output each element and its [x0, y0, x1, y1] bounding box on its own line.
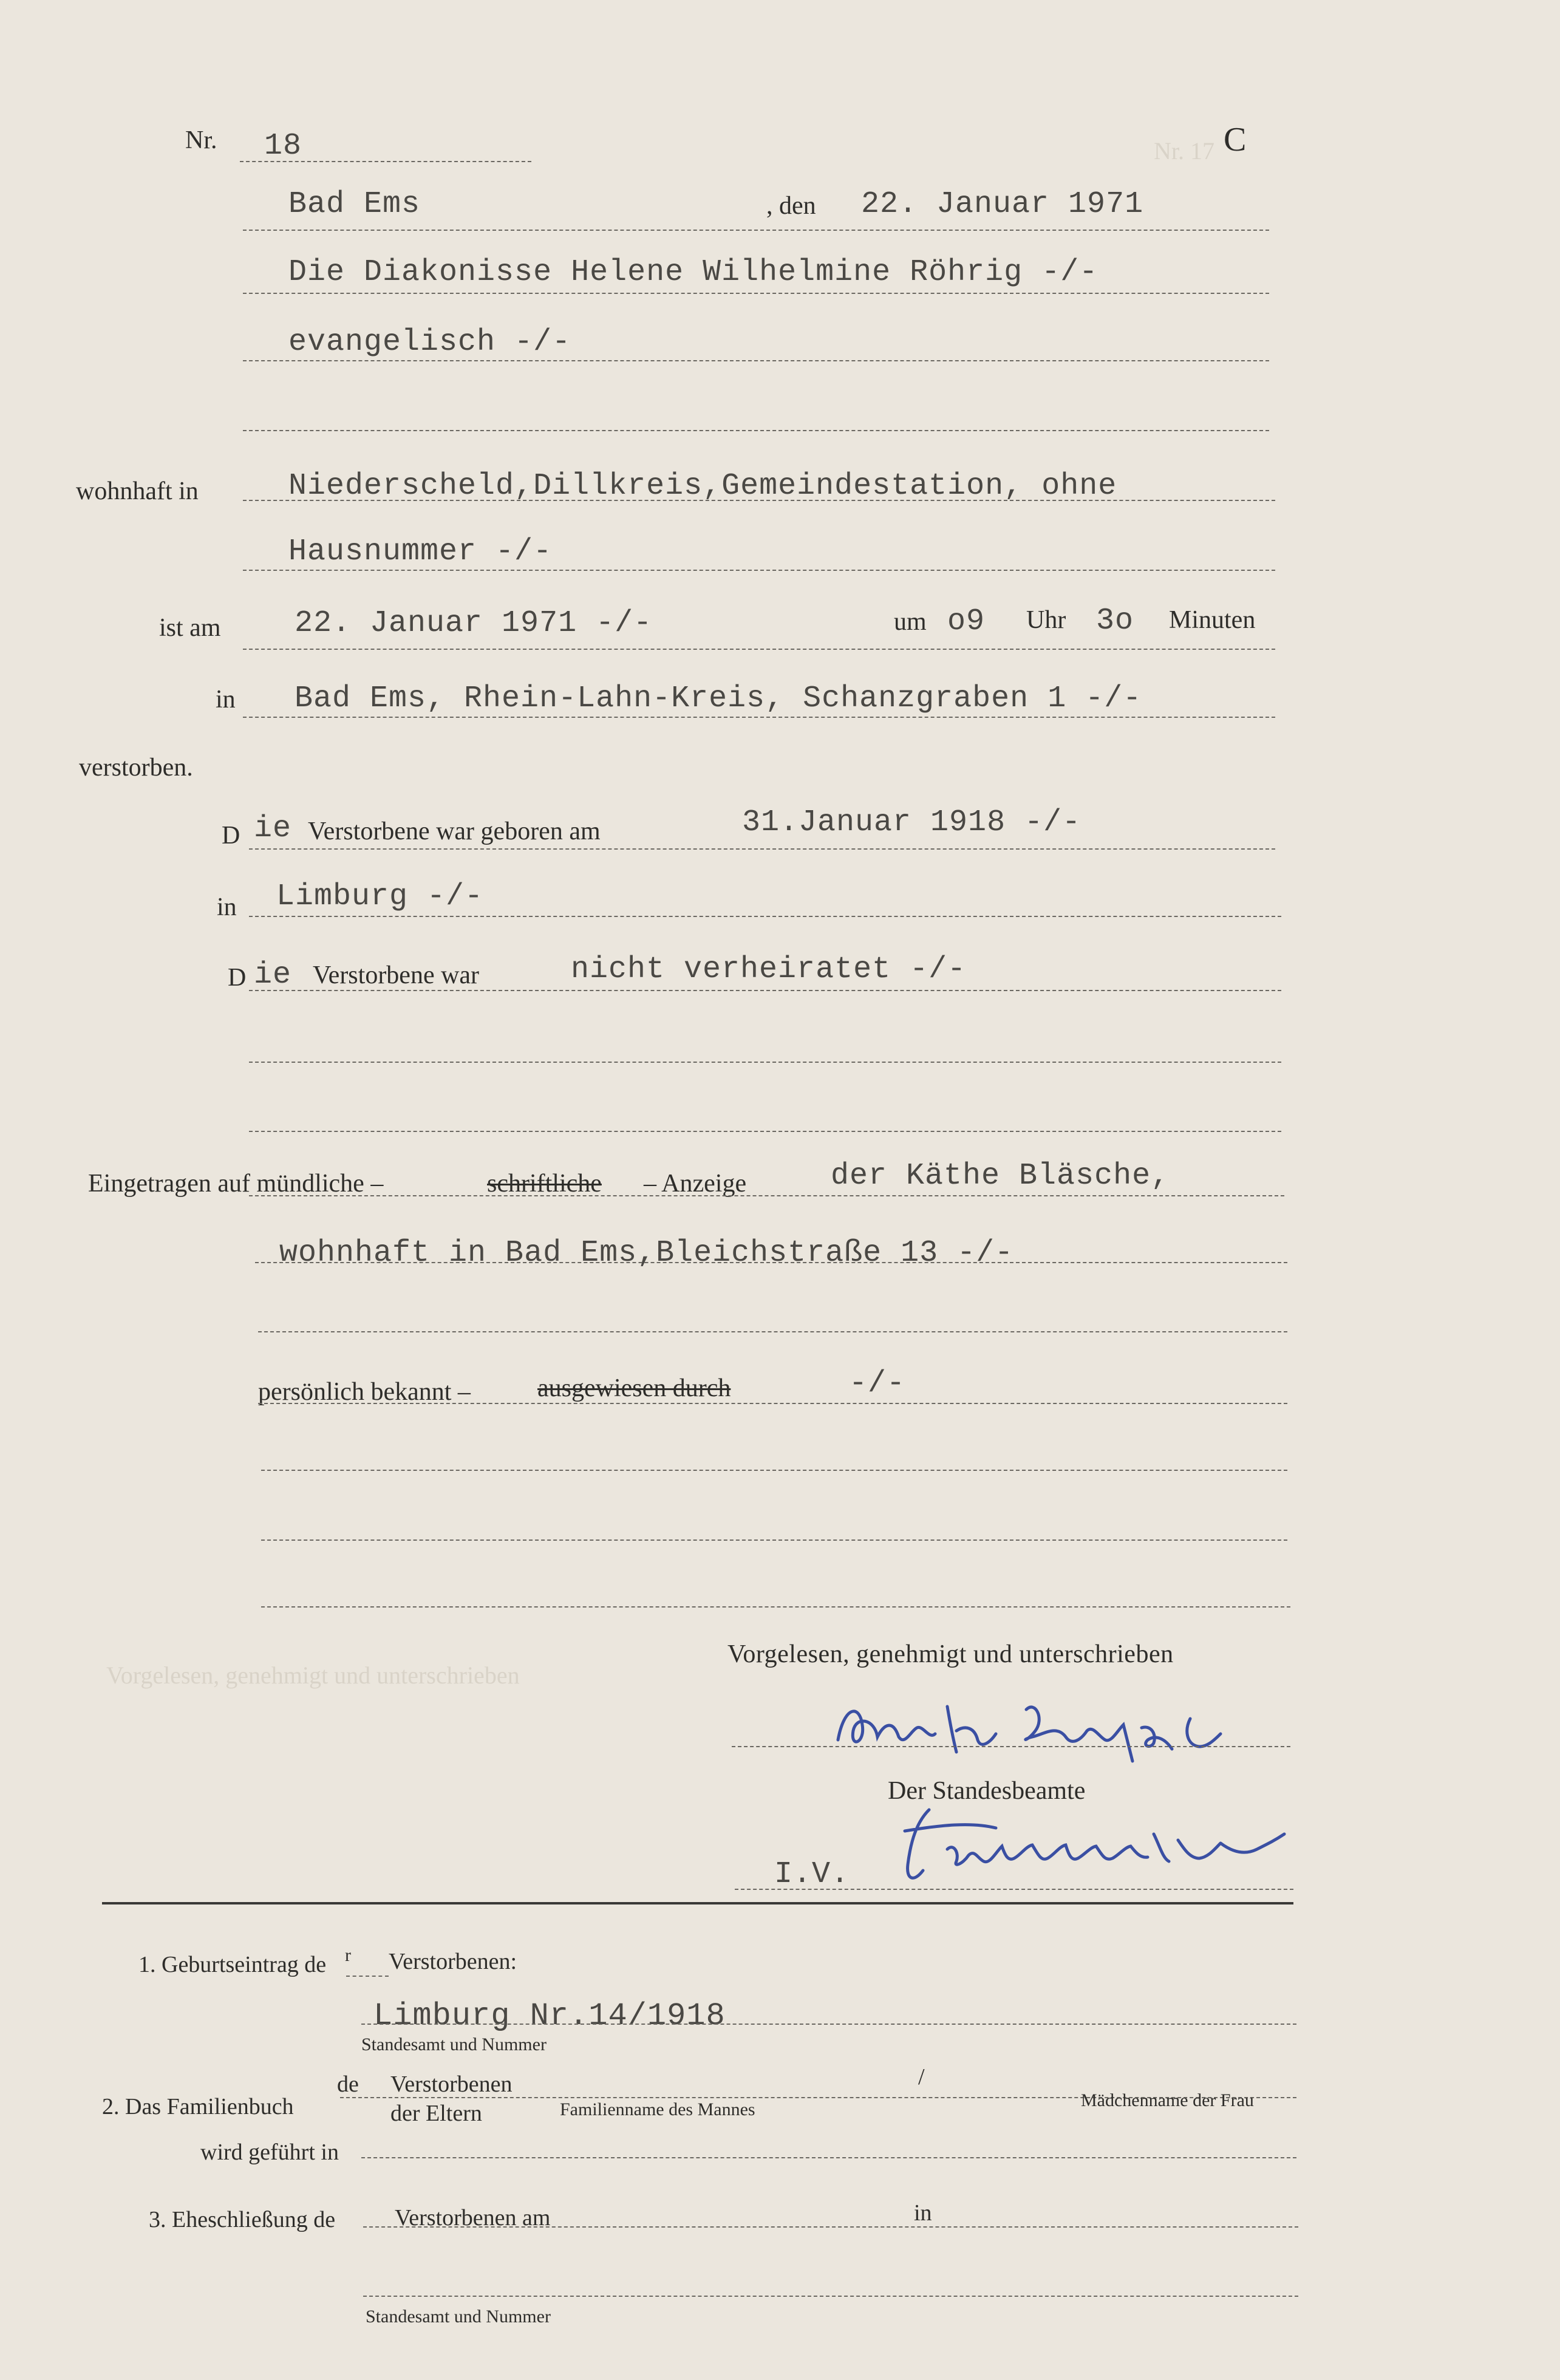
- line-informant-1: [249, 1195, 1284, 1196]
- line-bekannt-4: [261, 1606, 1290, 1608]
- item1-suffix: Verstorbenen:: [389, 1949, 517, 1974]
- birth-place: Limburg -/-: [276, 879, 484, 914]
- vorgelesen-label: Vorgelesen, genehmigt und unterschrieben: [727, 1640, 1174, 1668]
- item1-value: Limburg Nr.14/1918: [373, 1998, 726, 2034]
- item2-verstorbenen: Verstorbenen: [390, 2071, 513, 2097]
- line-birth-date: [249, 848, 1275, 850]
- line-death-place: [243, 717, 1275, 718]
- wohnhaft-label: wohnhaft in: [76, 477, 199, 505]
- line-person-3: [243, 430, 1269, 431]
- entry-date: 22. Januar 1971: [861, 187, 1144, 222]
- verstorben-label: verstorben.: [79, 754, 193, 782]
- line-place-date: [243, 230, 1269, 231]
- residence-line-2: Hausnummer -/-: [288, 534, 553, 569]
- line-person-1: [243, 293, 1269, 294]
- marital-label: Verstorbene war: [313, 961, 480, 989]
- line-residence-1: [243, 500, 1275, 501]
- iv-label: I.V.: [774, 1857, 850, 1892]
- line-item2-gefuehrt: [361, 2157, 1296, 2158]
- birth-in-label: in: [217, 893, 237, 921]
- register-letter: C: [1224, 121, 1247, 159]
- death-date: 22. Januar 1971 -/-: [295, 606, 653, 641]
- item2-label: 2. Das Familienbuch: [102, 2094, 294, 2119]
- line-item3-2: [363, 2296, 1298, 2297]
- line-informant-signature: [732, 1746, 1290, 1747]
- anzeige-label: – Anzeige: [644, 1170, 747, 1198]
- death-hour: o9: [947, 604, 986, 639]
- death-place: Bad Ems, Rhein-Lahn-Kreis, Schanzgraben 1 -/-: [295, 681, 1142, 716]
- place-value: Bad Ems: [288, 187, 421, 222]
- line-registrar-signature: [735, 1889, 1293, 1890]
- line-informant-3: [258, 1331, 1287, 1332]
- item3-in: in: [914, 2200, 932, 2226]
- item1-label: 1. Geburtseintrag de: [138, 1952, 327, 1977]
- line-bekannt-1: [258, 1403, 1287, 1404]
- informant-signature: [826, 1682, 1287, 1767]
- item1-r: r: [345, 1945, 351, 1965]
- marital-d: D: [228, 964, 247, 992]
- born-label: Verstorbene war geboren am: [308, 817, 601, 845]
- show-through-text: Nr. 17: [1154, 137, 1214, 165]
- line-person-2: [243, 360, 1269, 361]
- bekannt-value: -/-: [849, 1366, 906, 1401]
- line-birth-place: [249, 916, 1281, 917]
- death-minute: 3o: [1096, 604, 1134, 638]
- item2-eltern: der Eltern: [390, 2101, 482, 2126]
- line-item1: [361, 2024, 1296, 2025]
- registrar-signature: [893, 1798, 1293, 1889]
- item1-blank: [346, 1976, 389, 1977]
- birth-date: 31.Januar 1918 -/-: [742, 805, 1081, 840]
- residence-line-1: Niederscheld,Dillkreis,Gemeindestation, ohne: [288, 469, 1117, 503]
- line-item3: [363, 2226, 1298, 2228]
- line-marital-1: [249, 990, 1281, 991]
- item2-caption-husband: Familienname des Mannes: [560, 2099, 755, 2119]
- line-marital-3: [249, 1131, 1281, 1132]
- item3-verstorbenen: Verstorbenen am: [395, 2205, 551, 2231]
- line-death-date: [243, 649, 1275, 650]
- person-line-1: Die Diakonisse Helene Wilhelmine Röhrig -/-: [288, 255, 1098, 290]
- item3-label: 3. Eheschließung de: [149, 2207, 336, 2232]
- in-label: in: [216, 686, 236, 714]
- informant-line-1: der Käthe Bläsche,: [831, 1159, 1170, 1193]
- item2-caption-wife: Mädchenname der Frau: [1081, 2090, 1254, 2110]
- um-label: um: [894, 608, 927, 636]
- nr-line: [240, 161, 531, 162]
- item3-caption: Standesamt und Nummer: [366, 2307, 551, 2327]
- marital-ie: ie: [254, 958, 292, 992]
- ist-am-label: ist am: [159, 614, 221, 642]
- item2-gefuehrt: wird geführt in: [200, 2140, 339, 2165]
- uhr-label: Uhr: [1026, 606, 1066, 634]
- item2-de: de: [337, 2071, 359, 2097]
- line-marital-2: [249, 1062, 1281, 1063]
- person-line-2: evangelisch -/-: [288, 325, 571, 360]
- line-informant-2: [255, 1262, 1287, 1263]
- nr-label: Nr.: [185, 126, 217, 154]
- item2-slash: /: [918, 2064, 925, 2090]
- minuten-label: Minuten: [1169, 606, 1256, 634]
- standesbeamte-label: Der Standesbeamte: [888, 1777, 1086, 1805]
- register-number: 18: [264, 129, 302, 163]
- born-d: D: [222, 822, 240, 850]
- bekannt-label: persönlich bekannt –: [258, 1378, 471, 1406]
- schriftliche-struck: schriftliche: [487, 1170, 602, 1198]
- eingetragen-label: Eingetragen auf mündliche –: [88, 1170, 384, 1198]
- show-through-text: Vorgelesen, genehmigt und unterschrieben: [106, 1662, 520, 1689]
- ausgewiesen-struck: ausgewiesen durch: [537, 1374, 731, 1402]
- marital-status: nicht verheiratet -/-: [571, 952, 967, 987]
- informant-line-2: wohnhaft in Bad Ems,Bleichstraße 13 -/-: [279, 1236, 1014, 1270]
- born-ie: ie: [254, 811, 292, 846]
- footer-divider: [102, 1902, 1293, 1904]
- line-bekannt-2: [261, 1470, 1287, 1471]
- item1-caption: Standesamt und Nummer: [361, 2034, 547, 2054]
- den-label: , den: [766, 192, 816, 220]
- line-residence-2: [243, 570, 1275, 571]
- line-bekannt-3: [261, 1539, 1287, 1541]
